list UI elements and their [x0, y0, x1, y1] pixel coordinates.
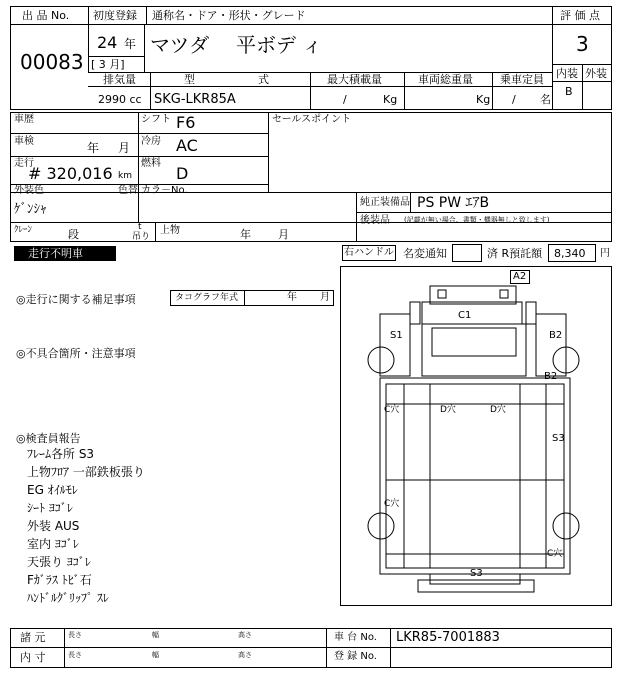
mark-c-hole-lower: C穴: [384, 499, 400, 509]
displacement: 2990 cc: [98, 93, 142, 106]
score-value: 3: [576, 32, 589, 56]
fuel-value: D: [176, 164, 189, 183]
width-label: 幅: [152, 631, 159, 639]
body-label: 上物: [160, 225, 180, 236]
ext-color-label: 外装色: [14, 185, 44, 196]
mileage-supplement-label: ◎走行に関する補足事項: [16, 293, 136, 306]
chassis-no: LKR85-7001883: [396, 630, 500, 645]
mark-c1: C1: [458, 310, 472, 321]
mark-c-hole-right: C穴: [547, 549, 563, 559]
model-type-label: 型: [184, 73, 195, 86]
lot-no: 00083: [20, 50, 84, 74]
crane-label: ｸﾚｰﾝ: [14, 225, 33, 235]
crane-stage: 段: [68, 228, 79, 241]
body-month: 月: [278, 228, 289, 241]
mileage-unknown-text: 走行不明車: [28, 247, 83, 260]
report-item: 天張り ﾖｺﾞﾚ: [27, 555, 91, 569]
body-year: 年: [240, 228, 251, 241]
length-label: 長さ: [68, 631, 82, 639]
mileage-value: # 320,016: [28, 164, 113, 183]
first-reg-year: 24: [97, 33, 118, 52]
capacity-label: 乗車定員: [500, 73, 544, 86]
first-reg-month: [ 3 月]: [91, 58, 125, 71]
height-label: 高さ: [238, 631, 252, 639]
length-label-2: 長さ: [68, 651, 82, 659]
report-item: ﾊﾝﾄﾞﾙｸﾞﾘｯﾌﾟ ｽﾚ: [27, 591, 109, 605]
sales-point-label: セールスポイント: [272, 114, 352, 125]
footer-frame: [10, 628, 612, 668]
defects-label: ◎不具合箇所・注意事項: [16, 347, 136, 360]
inspection-year: 年: [87, 141, 100, 155]
exterior-grade-label: 外装: [585, 67, 607, 80]
mark-a2: A2: [513, 271, 527, 282]
aircon-value: AC: [176, 136, 198, 155]
first-reg-label: 初度登録: [93, 9, 137, 22]
gross-weight-label: 車両総重量: [418, 73, 473, 86]
mark-d-hole-2: D穴: [490, 405, 506, 415]
report-item: ｼｰﾄ ﾖｺﾞﾚ: [27, 501, 73, 515]
mark-s3-bottom: S3: [470, 568, 483, 579]
gross-weight-unit: Kg: [476, 93, 491, 106]
report-item: Fｶﾞﾗｽ ﾄﾋﾞ石: [27, 573, 92, 587]
report-item: 上物ﾌﾛｱ 一部鉄板張り: [27, 465, 145, 479]
factory-equip-label: 純正装備品: [360, 197, 410, 208]
tacho-month: 月: [320, 292, 330, 303]
model-label: 通称名・ドア・形状・グレード: [152, 9, 306, 22]
mark-b2-top: B2: [549, 330, 563, 341]
mark-s3-right: S3: [552, 433, 565, 444]
score-label: 評 価 点: [560, 9, 600, 22]
mark-c-hole-left: C穴: [384, 405, 400, 415]
height-label-2: 高さ: [238, 651, 252, 659]
mark-d-hole-1: D穴: [440, 405, 456, 415]
aircon-label: 冷房: [141, 136, 161, 147]
report-item: EG ｵｲﾙﾓﾚ: [27, 483, 78, 497]
report-item: 外装 AUS: [27, 519, 80, 533]
color-change-label: 色替: [118, 185, 138, 196]
recycle-unit: 円: [600, 248, 610, 259]
inspection-month: 月: [118, 141, 131, 155]
tachograph-label: タコグラフ年式: [175, 293, 239, 303]
interior-dim-label: 内 寸: [20, 651, 46, 664]
inspector-report-label: ◎検査員報告: [16, 432, 81, 445]
report-item: ﾌﾚｰﾑ各所 S3: [27, 447, 95, 461]
crane-hang: 吊り: [132, 232, 151, 242]
interior-grade: B: [565, 85, 573, 98]
max-load-unit: Kg: [383, 93, 398, 106]
width-label-2: 幅: [152, 651, 159, 659]
body-type: 平ボデ ィ: [236, 33, 323, 57]
inspection-label: 車検: [14, 136, 34, 147]
registration-label: 登 録 No.: [334, 651, 377, 662]
history-label: 車歴: [14, 114, 34, 125]
mileage-label: 走行: [14, 158, 34, 169]
max-load-label: 最大積載量: [327, 73, 382, 86]
max-load-value: /: [343, 93, 347, 106]
fuel-label: 燃料: [141, 158, 161, 169]
lot-no-label: 出 品 No.: [22, 9, 70, 22]
crane-t: t: [138, 222, 142, 232]
model-code: SKG-LKR85A: [154, 92, 236, 107]
shift-value: F6: [176, 113, 196, 132]
spec-label: 諸 元: [20, 631, 46, 644]
year-unit: 年: [124, 37, 137, 51]
aftermarket-label: 後装品: [360, 215, 390, 226]
truck-diagram: [340, 266, 612, 606]
name-change-checkbox: [452, 244, 482, 262]
capacity-value: /: [512, 93, 516, 106]
report-item: 室内 ﾖｺﾞﾚ: [27, 537, 79, 551]
mark-b2-side: B2: [544, 371, 558, 382]
factory-equip-value: PS PW ｴｱB: [417, 195, 490, 211]
chassis-label: 車 台 No.: [334, 632, 377, 643]
capacity-unit: 名: [540, 93, 551, 106]
name-change-text: 名変通知: [403, 247, 447, 260]
recycle-amount: 8,340: [554, 247, 586, 260]
mark-s1: S1: [390, 330, 403, 341]
maker-name: マツダ: [150, 33, 210, 57]
color-code-label: カラ－No.: [141, 185, 188, 196]
shift-label: シフト: [141, 114, 171, 125]
aftermarket-note: (記載が無い場合、書類・機器無しと致します): [404, 216, 550, 224]
mileage-unit: km: [118, 171, 132, 181]
interior-grade-label: 内装: [556, 67, 578, 80]
recycle-label: 済 R預託額: [487, 247, 543, 260]
displacement-label: 排気量: [103, 73, 136, 86]
right-hand-text: 右ハンドル: [344, 247, 394, 258]
model-type-label-2: 式: [258, 73, 269, 86]
tacho-year: 年: [287, 292, 297, 303]
ext-color-value: ｹﾞﾝｼｬ: [14, 202, 47, 217]
